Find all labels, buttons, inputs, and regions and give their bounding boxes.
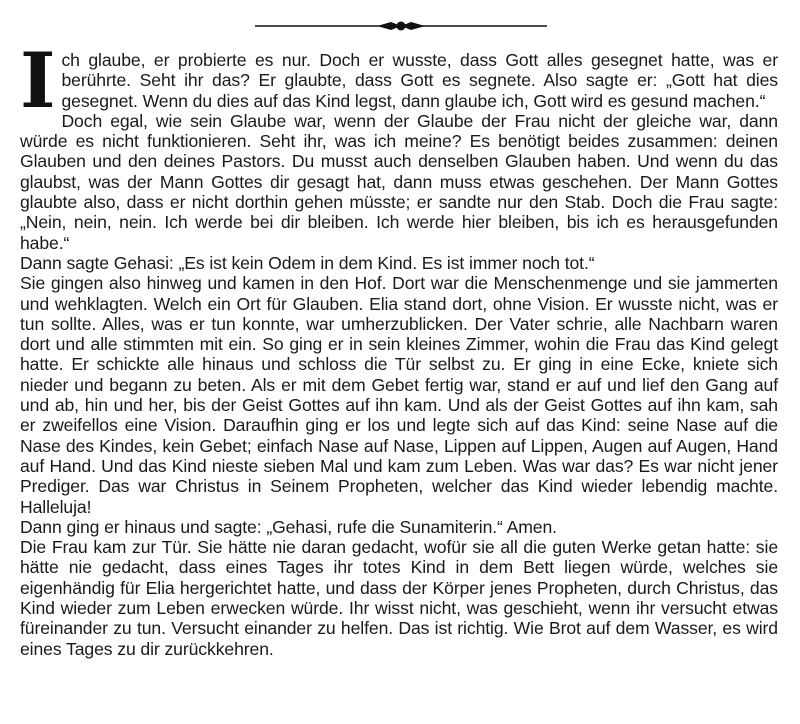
paragraph-3: Dann sagte Gehasi: „Es ist kein Odem in dem Kind. Es ist immer noch tot.“ (20, 252, 595, 273)
paragraph-4: Sie gingen also hinweg und kamen in den Hof. Dort war die Menschenmenge und sie jammerten und wehklagten. Welch ein Ort für Glauben. Elia stand dort, ohne Vision. Er wusste nicht, was er tun sollte. Alles, was er tun konnte, war umherzublicken. Der Vater schrie, alle Nachbarn waren dort und alle stimmten mit ein. So ging er in sein kleines Zimmer, wohin die Frau das Kind gelegt hatte. Er schickte alle hinaus und schloss die Tür selbst zu. Er ging in eine Ecke, kniete sich nieder und begann zu beten. Als er mit dem Gebet fertig war, stand er auf und lief den Gang auf und ab, hin und her, bis der Geist Gottes auf ihn kam. Und als der Geist Gottes auf ihn kam, sah er zweifellos eine Vision. Daraufhin ging er los und legte sich auf das Kind: seine Nase auf die Nase des Kindes, kein Gebet; einfach Nase auf Nase, Lippen auf Lippen, Augen auf Augen, Hand auf Hand. Und das Kind nieste sieben Mal und kam zum Leben. Was war das? Es war nicht jener Prediger. Das war Christus in Seinem Propheten, welcher das Kind wieder lebendig machte. Halleluja! (20, 273, 778, 517)
paragraph-2: Doch egal, wie sein Glaube war, wenn der Glaube der Frau nicht der gleiche war, dann würde es nicht funktionieren. Seht ihr, was ich meine? Es benötigt beides zusammen: deinen Glauben und den deines Pastors. Du musst auch denselben Glauben haben. Und wenn du das glaubst, was der Mann Gottes dir gesagt hat, dann muss etwas geschehen. Der Mann Gottes glaubte also, dass er nicht dorthin gehen müsste; er sandte nur den Stab. Doch die Frau sagte: „Nein, nein, nein. Ich werde bei dir bleiben. Ich werde hier bleiben, bis ich es herausgefunden habe.“ (20, 110, 778, 253)
paragraph-6: Die Frau kam zur Tür. Sie hätte nie daran gedacht, wofür sie all die guten Werke getan hatte: sie hätte nie gedacht, dass eines Tages ihr totes Kind in dem Bett liegen würde, welches sie eigenhändig für Elia hergerichtet hatte, und dass der Körper jenes Propheten, durch Christus, das Kind wieder zum Leben erwecken würde. Ihr wisst nicht, was geschieht, wenn ihr versucht etwas füreinander zu tun. Versucht einander zu helfen. Das ist richtig. Wie Brot auf dem Wasser, es wird eines Tages zu dir zurückkehren. (20, 537, 778, 659)
drop-cap: I (20, 36, 56, 125)
paragraph-1-text: ch glaube, er probierte es nur. Doch er wusste, dass Gott alles gesegnet hatte, was er berührte. Seht ihr das? Er glaubte, dass Gott es segnete. Also sagte er: „Gott hat dies gesegnet. Wenn du dies auf das Kind legst, dann glaube ich, Gott wird es gesund machen.“ (61, 50, 778, 111)
paragraph-1 (20, 36, 778, 125)
paragraph-5: Dann ging er hinaus und sagte: „Gehasi, rufe die Sunamiterin.“ Amen. (20, 516, 557, 537)
body-text (20, 36, 778, 659)
ornament-divider-icon (255, 16, 547, 36)
